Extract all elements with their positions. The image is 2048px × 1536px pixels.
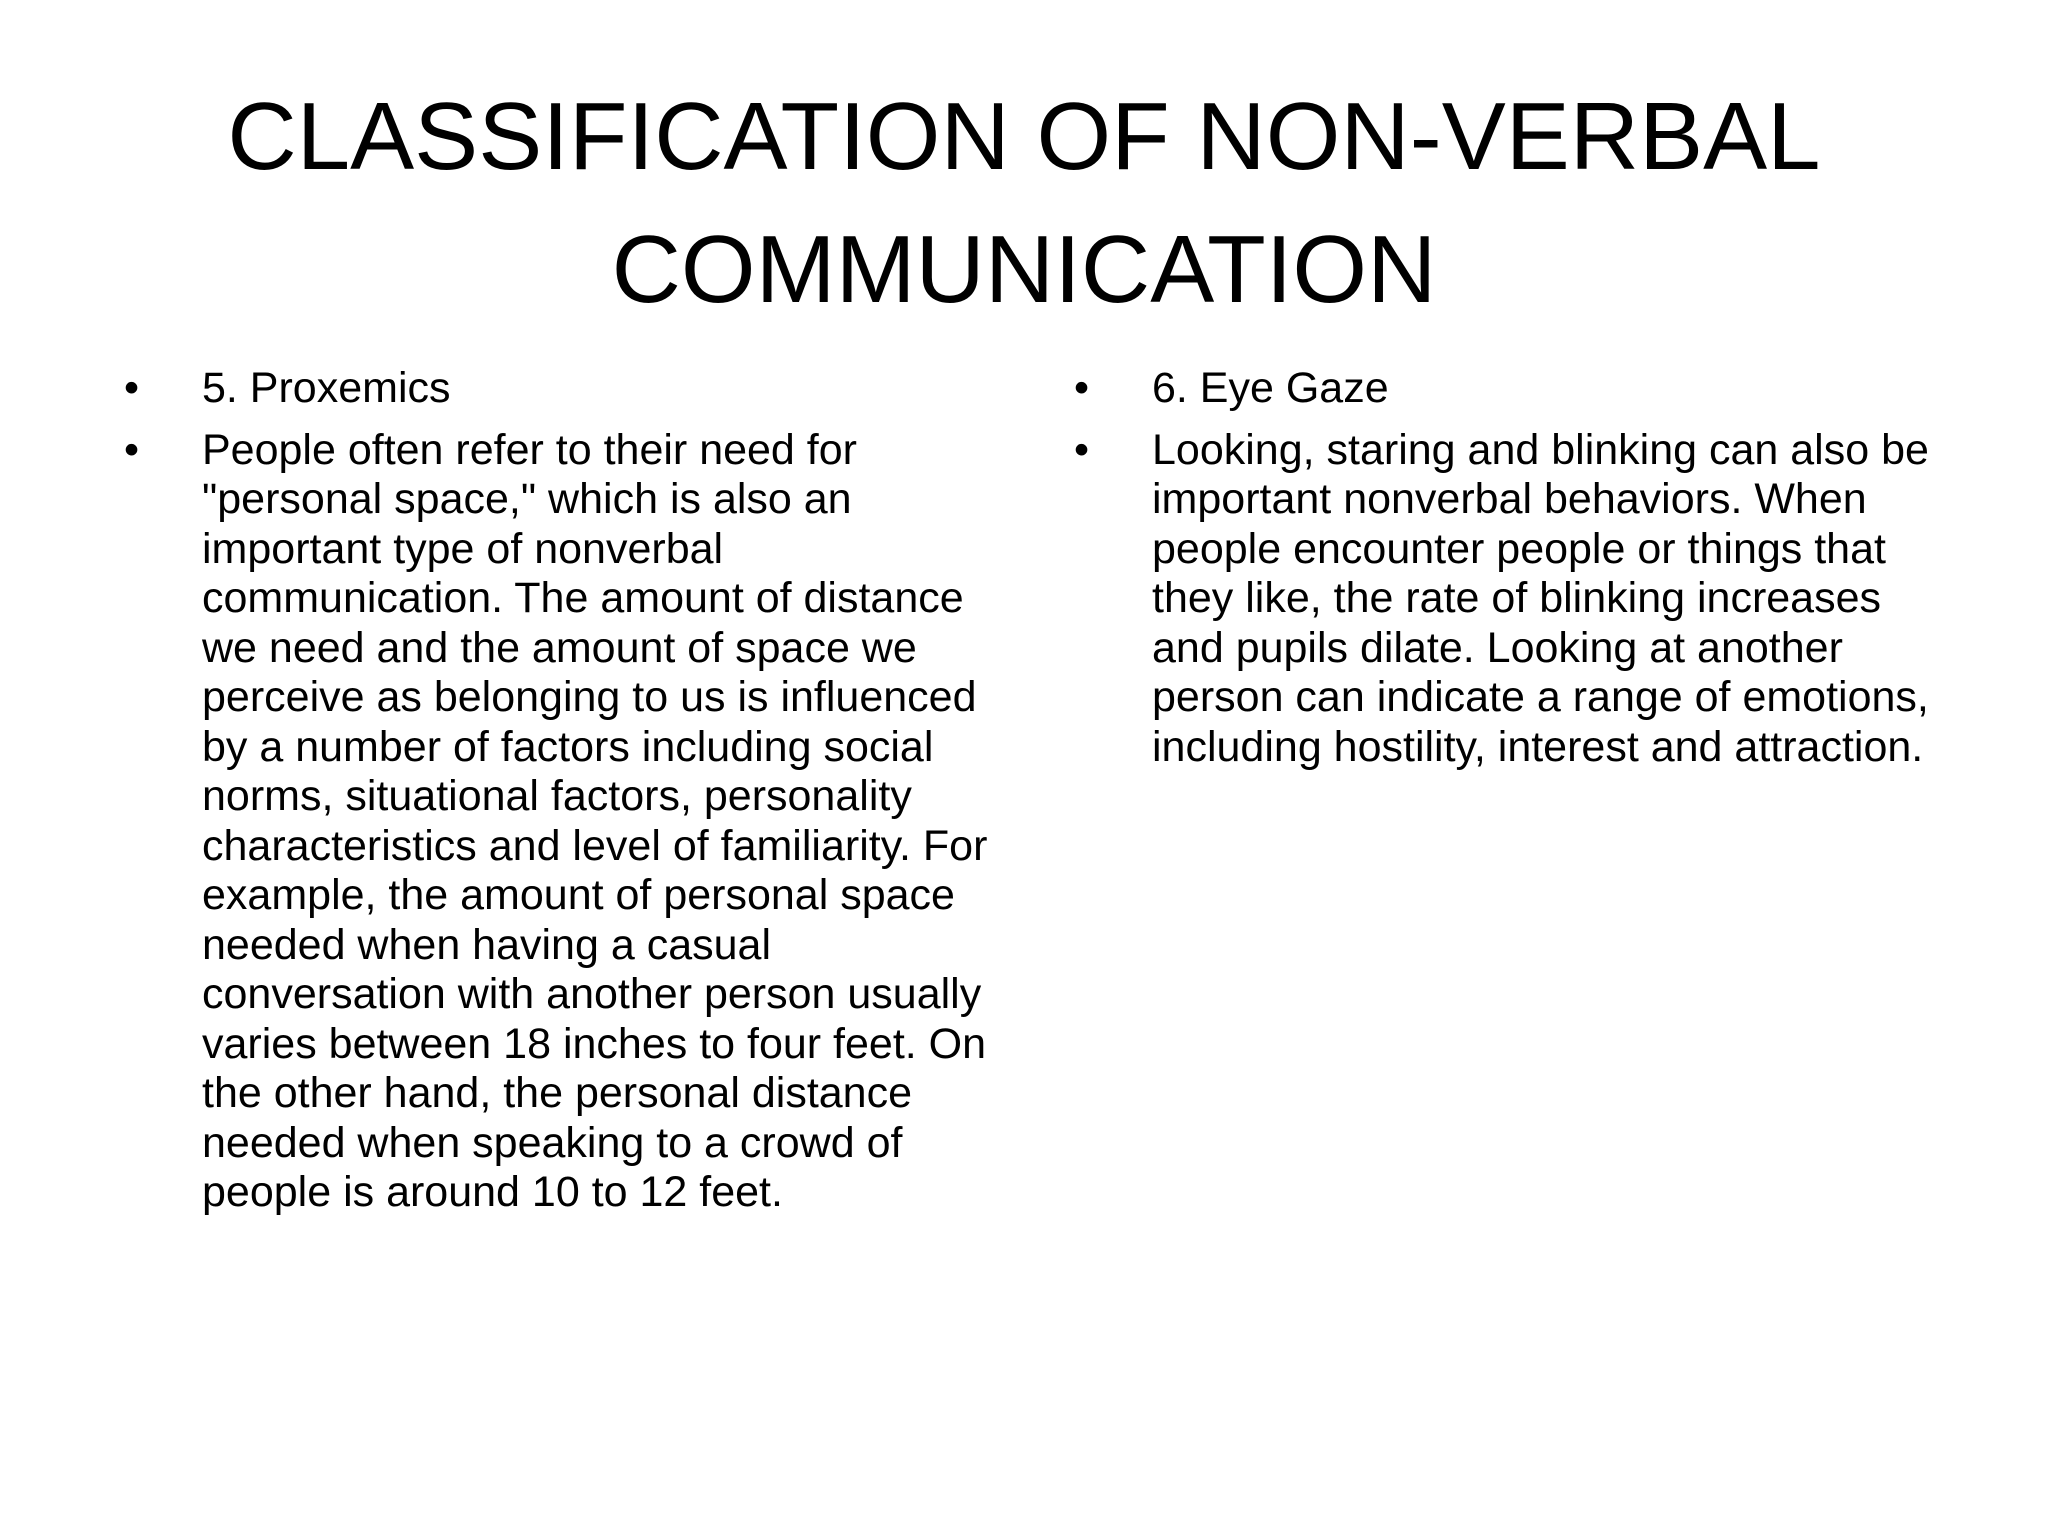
slide-title <box>110 70 1938 336</box>
left-column <box>110 364 1010 1230</box>
bullet-item-eye-gaze-body <box>1060 426 1960 773</box>
bullet-icon: • <box>1074 425 1090 474</box>
eye-gaze-body: Looking, staring and blinking can also be important nonverbal behaviors. When people encounter people or things that they like, the rate of blinking increases and pupils dilate. Looking at another person can indicate a range of emotions, including hostility, interest and attraction. <box>1152 425 1929 771</box>
bullet-icon: • <box>124 364 140 412</box>
right-bullet-list <box>1060 364 1960 772</box>
title-line-2: COMMUNICATION <box>611 216 1437 323</box>
proxemics-body: People often refer to their need for "personal space," which is also an important type of nonverbal communication. The amount of distance we need and the amount of space we perceive as belonging to us is influenced by a number of factors including social norms, situational factors, personality characteristics and level of familiarity. For example, the amount of personal space needed when having a casual conversation with another person usually varies between 18 inches to four feet. On the other hand, the personal distance needed when speaking to a crowd of people is around 10 to 12 feet. <box>202 425 988 1216</box>
proxemics-heading: 5. Proxemics <box>202 364 451 412</box>
right-column <box>1060 364 1960 784</box>
bullet-item-eye-gaze-heading <box>1060 364 1960 414</box>
eye-gaze-heading: 6. Eye Gaze <box>1152 364 1389 412</box>
bullet-icon: • <box>124 425 140 474</box>
bullet-icon: • <box>1074 364 1090 412</box>
title-line-1: CLASSIFICATION OF NON-VERBAL <box>227 83 1821 190</box>
bullet-item-proxemics-heading <box>110 364 1010 414</box>
bullet-item-proxemics-body <box>110 426 1010 1218</box>
left-bullet-list <box>110 364 1010 1218</box>
